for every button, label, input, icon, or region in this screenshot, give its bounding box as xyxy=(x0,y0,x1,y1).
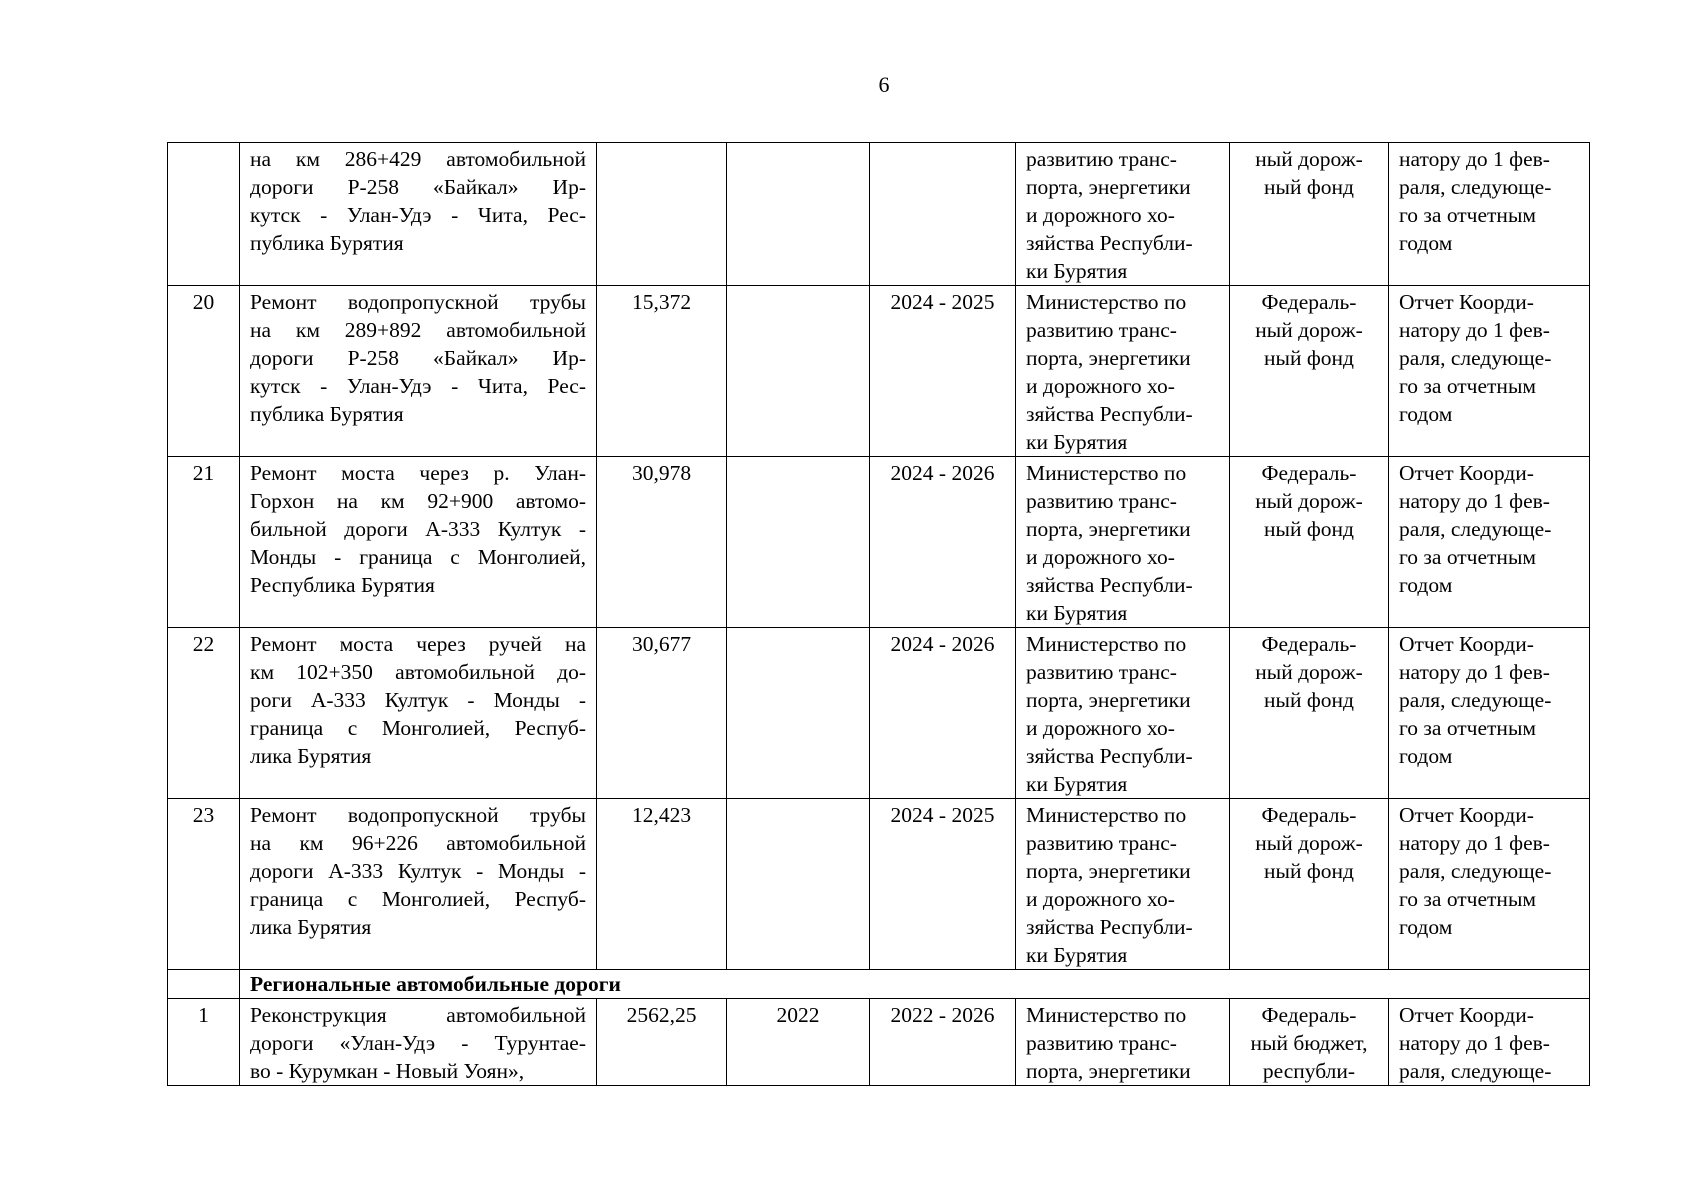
cell-line: ный дорож- xyxy=(1255,318,1363,342)
funding-source-cell xyxy=(1230,628,1389,799)
object-cell xyxy=(240,286,597,457)
funding-source-cell xyxy=(1230,999,1389,1086)
cell-line: раля, следующе- xyxy=(1399,688,1552,712)
cell-line: Отчет Коорди- xyxy=(1399,803,1534,827)
cell-line: го за отчетным xyxy=(1399,545,1536,569)
cost-cell: 2562,25 xyxy=(597,999,727,1086)
cell-line: Отчет Коорди- xyxy=(1399,632,1534,656)
cell-line: развитию транс- xyxy=(1026,147,1177,171)
funding-source-cell xyxy=(1230,457,1389,628)
table-row xyxy=(168,799,1590,970)
cell-line: натору до 1 фев- xyxy=(1399,1031,1550,1055)
cell-line: Горхон на км 92+900 автомо- xyxy=(250,489,586,513)
cell-line: км 102+350 автомобильной до- xyxy=(250,660,586,684)
report-cell xyxy=(1389,799,1590,970)
cell-line: ный фонд xyxy=(1264,859,1354,883)
cell-line: Министерство по xyxy=(1026,632,1187,656)
cell-line: Федераль- xyxy=(1261,290,1357,314)
cell-line: роги А-333 Култук - Монды - xyxy=(250,688,586,712)
cell-line: граница с Монголией, Респуб- xyxy=(250,716,586,740)
funding-source-cell xyxy=(1230,286,1389,457)
cell-line: публика Бурятия xyxy=(250,231,404,255)
cell-line: развитию транс- xyxy=(1026,1031,1177,1055)
executor-cell xyxy=(1016,799,1230,970)
cell-line: развитию транс- xyxy=(1026,660,1177,684)
section-number-cell xyxy=(168,970,240,999)
cell-line: Реконструкция автомобильной xyxy=(250,1003,586,1027)
row-number-cell: 23 xyxy=(168,799,240,970)
cell-line: натору до 1 фев- xyxy=(1399,831,1550,855)
object-cell xyxy=(240,628,597,799)
cell-line: зяйства Республи- xyxy=(1026,402,1193,426)
cell-line: Отчет Коорди- xyxy=(1399,1003,1534,1027)
cell-line: натору до 1 фев- xyxy=(1399,489,1550,513)
cell-line: порта, энергетики xyxy=(1026,1059,1191,1083)
cell-line: годом xyxy=(1399,744,1453,768)
cell-line: кутск - Улан-Удэ - Чита, Рес- xyxy=(250,374,586,398)
funding-source-cell xyxy=(1230,143,1389,286)
year-cell xyxy=(727,286,870,457)
cell-line: лика Бурятия xyxy=(250,744,372,768)
cell-line: публика Бурятия xyxy=(250,402,404,426)
table-row xyxy=(168,457,1590,628)
cell-line: дороги Р-258 «Байкал» Ир- xyxy=(250,346,586,370)
period-cell: 2022 - 2026 xyxy=(870,999,1016,1086)
year-cell xyxy=(727,628,870,799)
object-cell xyxy=(240,457,597,628)
cell-line: и дорожного хо- xyxy=(1026,545,1175,569)
object-cell xyxy=(240,999,597,1086)
cell-line: Отчет Коорди- xyxy=(1399,461,1534,485)
cost-cell: 15,372 xyxy=(597,286,727,457)
cell-line: ный дорож- xyxy=(1255,489,1363,513)
cell-line: ный фонд xyxy=(1264,175,1354,199)
cell-line: развитию транс- xyxy=(1026,318,1177,342)
cell-line: ный дорож- xyxy=(1255,660,1363,684)
cell-line: на км 286+429 автомобильной xyxy=(250,147,586,171)
cell-line: зяйства Республи- xyxy=(1026,231,1193,255)
cell-line: раля, следующе- xyxy=(1399,517,1552,541)
table-row xyxy=(168,286,1590,457)
cell-line: и дорожного хо- xyxy=(1026,374,1175,398)
cell-line: республи- xyxy=(1262,1059,1356,1083)
table-row xyxy=(168,143,1590,286)
cell-line: развитию транс- xyxy=(1026,489,1177,513)
row-number-cell: 22 xyxy=(168,628,240,799)
row-number-cell: 1 xyxy=(168,999,240,1086)
table-row xyxy=(168,999,1590,1086)
cell-line: зяйства Республи- xyxy=(1026,573,1193,597)
cell-line: ный фонд xyxy=(1264,688,1354,712)
period-cell xyxy=(870,143,1016,286)
cell-line: порта, энергетики xyxy=(1026,859,1191,883)
cell-line: граница с Монголией, Респуб- xyxy=(250,887,586,911)
cell-line: и дорожного хо- xyxy=(1026,887,1175,911)
cell-line: Ремонт водопропускной трубы xyxy=(250,290,586,314)
cell-line: Федераль- xyxy=(1261,632,1357,656)
year-cell xyxy=(727,457,870,628)
cell-line: натору до 1 фев- xyxy=(1399,147,1550,171)
report-cell xyxy=(1389,628,1590,799)
cell-line: порта, энергетики xyxy=(1026,346,1191,370)
cell-line: ки Бурятия xyxy=(1026,259,1128,283)
cell-line: дороги А-333 Култук - Монды - xyxy=(250,859,586,883)
cell-line: раля, следующе- xyxy=(1399,1059,1552,1083)
cell-line: на км 289+892 автомобильной xyxy=(250,318,586,342)
cell-line: Республика Бурятия xyxy=(250,573,435,597)
year-cell: 2022 xyxy=(727,999,870,1086)
cell-line: годом xyxy=(1399,231,1453,255)
row-number-cell: 21 xyxy=(168,457,240,628)
cell-line: ный фонд xyxy=(1264,517,1354,541)
cell-line: ный бюджет, xyxy=(1250,1031,1368,1055)
cell-line: Ремонт моста через ручей на xyxy=(250,632,586,656)
period-cell: 2024 - 2026 xyxy=(870,457,1016,628)
period-cell: 2024 - 2026 xyxy=(870,628,1016,799)
executor-cell xyxy=(1016,628,1230,799)
report-cell xyxy=(1389,143,1590,286)
cell-line: развитию транс- xyxy=(1026,831,1177,855)
cell-line: Министерство по xyxy=(1026,461,1187,485)
cell-line: ки Бурятия xyxy=(1026,601,1128,625)
report-cell xyxy=(1389,286,1590,457)
cost-cell: 30,978 xyxy=(597,457,727,628)
executor-cell xyxy=(1016,286,1230,457)
cell-line: годом xyxy=(1399,915,1453,939)
executor-cell xyxy=(1016,457,1230,628)
cell-line: и дорожного хо- xyxy=(1026,716,1175,740)
cell-line: порта, энергетики xyxy=(1026,688,1191,712)
cell-line: Министерство по xyxy=(1026,1003,1187,1027)
cell-line: Ремонт водопропускной трубы xyxy=(250,803,586,827)
cell-line: раля, следующе- xyxy=(1399,346,1552,370)
cell-line: Монды - граница с Монголией, xyxy=(250,545,586,569)
cell-line: ный дорож- xyxy=(1255,147,1363,171)
measures-table xyxy=(167,142,1590,1086)
cell-line: Министерство по xyxy=(1026,290,1187,314)
cell-line: порта, энергетики xyxy=(1026,517,1191,541)
cell-line: бильной дороги А-333 Култук - xyxy=(250,517,586,541)
cell-line: и дорожного хо- xyxy=(1026,203,1175,227)
funding-source-cell xyxy=(1230,799,1389,970)
period-cell: 2024 - 2025 xyxy=(870,286,1016,457)
executor-cell xyxy=(1016,143,1230,286)
cell-line: Федераль- xyxy=(1261,461,1357,485)
cell-line: ный фонд xyxy=(1264,346,1354,370)
cell-line: натору до 1 фев- xyxy=(1399,660,1550,684)
page-number: 6 xyxy=(878,72,890,97)
cell-line: ки Бурятия xyxy=(1026,772,1128,796)
cell-line: годом xyxy=(1399,573,1453,597)
cell-line: порта, энергетики xyxy=(1026,175,1191,199)
section-title: Региональные автомобильные дороги xyxy=(240,970,1590,999)
cell-line: го за отчетным xyxy=(1399,374,1536,398)
cell-line: го за отчетным xyxy=(1399,716,1536,740)
cell-line: дороги «Улан-Удэ - Турунтае- xyxy=(250,1031,586,1055)
cell-line: ки Бурятия xyxy=(1026,430,1128,454)
cost-cell: 12,423 xyxy=(597,799,727,970)
cost-cell: 30,677 xyxy=(597,628,727,799)
cell-line: го за отчетным xyxy=(1399,887,1536,911)
object-cell xyxy=(240,799,597,970)
cell-line: раля, следующе- xyxy=(1399,175,1552,199)
cell-line: натору до 1 фев- xyxy=(1399,318,1550,342)
cell-line: ный дорож- xyxy=(1255,831,1363,855)
cell-line: Федераль- xyxy=(1261,803,1357,827)
year-cell xyxy=(727,143,870,286)
cell-line: ки Бурятия xyxy=(1026,943,1128,967)
cell-line: Ремонт моста через р. Улан- xyxy=(250,461,586,485)
period-cell: 2024 - 2025 xyxy=(870,799,1016,970)
executor-cell xyxy=(1016,999,1230,1086)
year-cell xyxy=(727,799,870,970)
cell-line: зяйства Республи- xyxy=(1026,915,1193,939)
cell-line: на км 96+226 автомобильной xyxy=(250,831,586,855)
cell-line: Федераль- xyxy=(1261,1003,1357,1027)
cell-line: зяйства Республи- xyxy=(1026,744,1193,768)
report-cell xyxy=(1389,999,1590,1086)
row-number-cell: 20 xyxy=(168,286,240,457)
cell-line: дороги Р-258 «Байкал» Ир- xyxy=(250,175,586,199)
row-number-cell xyxy=(168,143,240,286)
cell-line: годом xyxy=(1399,402,1453,426)
cell-line: го за отчетным xyxy=(1399,203,1536,227)
cell-line: Министерство по xyxy=(1026,803,1187,827)
report-cell xyxy=(1389,457,1590,628)
cell-line: Отчет Коорди- xyxy=(1399,290,1534,314)
table-row xyxy=(168,628,1590,799)
object-cell xyxy=(240,143,597,286)
cell-line: кутск - Улан-Удэ - Чита, Рес- xyxy=(250,203,586,227)
cell-line: во - Курумкан - Новый Уоян», xyxy=(250,1059,525,1083)
cell-line: лика Бурятия xyxy=(250,915,372,939)
cell-line: раля, следующе- xyxy=(1399,859,1552,883)
cost-cell xyxy=(597,143,727,286)
section-row xyxy=(168,970,1590,999)
